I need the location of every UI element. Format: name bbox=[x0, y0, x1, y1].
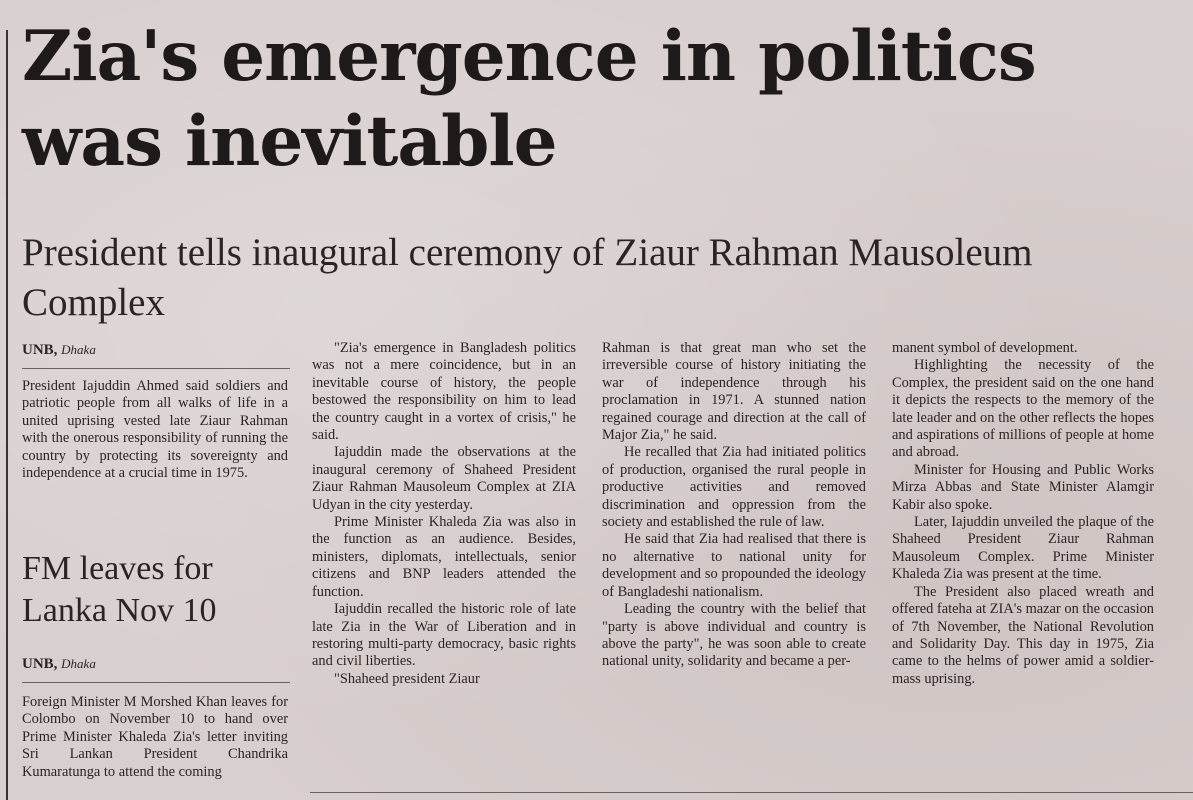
story-column-4 bbox=[892, 340, 1154, 688]
lead-column bbox=[22, 378, 288, 482]
paragraph: The President also placed wreath and offered fateha at ZIA's mazar on the occasion of 7th November, the National Revolution and Solidarity Day. This day in 1975, Zia came to the helms of power amid a soldier-mass uprising. bbox=[892, 583, 1154, 687]
byline-agency: UNB, bbox=[22, 342, 58, 358]
paragraph: Prime Minister Khaleda Zia was also in the function as an audience. Besides, ministers, diplomats, intellectuals, senior citizens and BNP leaders attended the function. bbox=[312, 514, 576, 600]
byline-place: Dhaka bbox=[61, 342, 96, 357]
byline bbox=[22, 342, 96, 359]
paragraph: He said that Zia had realised that there is no alternative to national unity for development and so propounded the ideology of Bangladeshi nationalism. bbox=[602, 531, 866, 600]
paragraph: Minister for Housing and Public Works Mirza Abbas and State Minister Alamgir Kabir also spoke. bbox=[892, 461, 1154, 513]
second-story-byline bbox=[22, 656, 96, 673]
byline-agency: UNB, bbox=[22, 656, 58, 672]
paragraph: manent symbol of development. bbox=[892, 340, 1078, 356]
second-story-paragraph: Foreign Minister M Morshed Khan leaves for Colombo on November 10 to hand over Prime Minister Khaleda Zia's letter inviting Sri Lankan President Chandrika Kumaratunga to attend the coming bbox=[22, 694, 288, 780]
story-column-2 bbox=[312, 340, 576, 688]
byline-place: Dhaka bbox=[61, 656, 96, 671]
paragraph: Iajuddin recalled the historic role of late late Zia in the War of Liberation and in restoring multi-party democracy, basic rights and civil liberties. bbox=[312, 601, 576, 670]
paragraph: Leading the country with the belief that "party is above individual and country is above the party", he was soon able to create national unity, solidarity and became a per- bbox=[602, 601, 866, 670]
paragraph: "Shaheed president Ziaur bbox=[334, 670, 480, 687]
second-story-column bbox=[22, 694, 288, 781]
page-left-border bbox=[6, 30, 8, 800]
story-column-3 bbox=[602, 340, 866, 671]
second-story-headline: FM leaves for Lanka Nov 10 bbox=[22, 550, 217, 629]
paragraph: Highlighting the necessity of the Complex, the president said on the one hand it depicts the respects to the memory of the late leader and on the other reflects the hopes and aspirations of millions of people at home and abroad. bbox=[892, 357, 1154, 461]
paragraph: Iajuddin made the observations at the inaugural ceremony of Shaheed President Ziaur Rahman Mausoleum Complex at ZIA Udyan in the city yesterday. bbox=[312, 444, 576, 513]
subheadline: President tells inaugural ceremony of Ziaur Rahman Mausoleum Complex bbox=[22, 231, 1033, 324]
byline-rule bbox=[22, 368, 290, 369]
headline: Zia's emergence in politics was inevitable bbox=[22, 16, 1036, 182]
second-story-rule bbox=[22, 682, 290, 683]
paragraph: "Zia's emergence in Bangladesh politics was not a mere coincidence, but in an inevitable course of history, the people bestowed the responsibility on him to lead the country caught in a vortex of crisis," he said. bbox=[312, 340, 576, 444]
lead-paragraph: President Iajuddin Ahmed said soldiers and patriotic people from all walks of life in a united uprising vested late Ziaur Rahman with the onerous responsibility of running the country by protecting its sovereignty and independence at a crucial time in 1975. bbox=[22, 378, 288, 482]
paragraph: Rahman is that great man who set the irreversible course of history initiating the war of independence through his proclamation in 1971. A stunned nation regained courage and direction at the call of Major Zia," he said. bbox=[602, 340, 866, 444]
paragraph: He recalled that Zia had initiated politics of production, organised the rural people in productive activities and removed discrimination and oppression from the society and established the rule of law. bbox=[602, 444, 866, 531]
paragraph: Later, Iajuddin unveiled the plaque of the Shaheed President Ziaur Rahman Mausoleum Complex. Prime Minister Khaleda Zia was present at the time. bbox=[892, 514, 1154, 583]
bottom-rule bbox=[310, 792, 1193, 793]
